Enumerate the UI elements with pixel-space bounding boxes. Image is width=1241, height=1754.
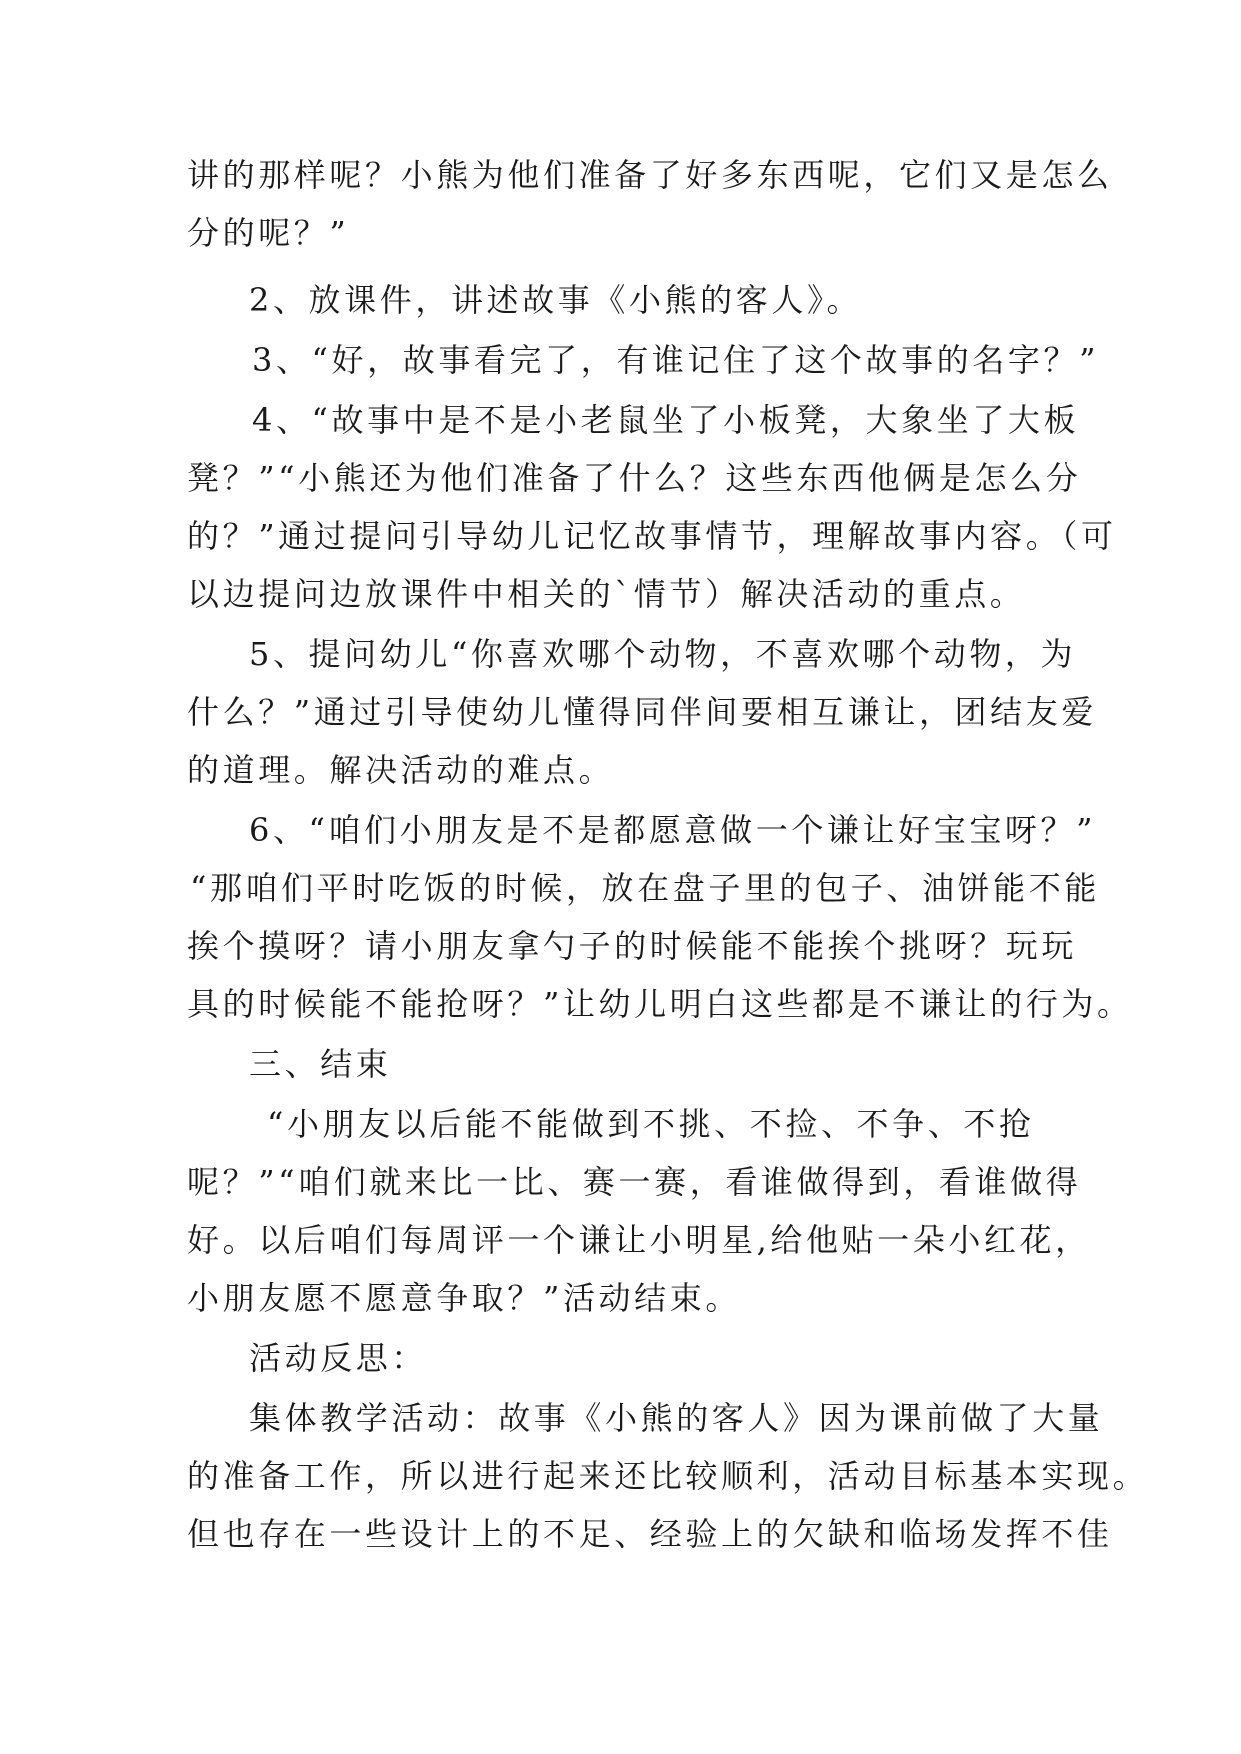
text-line-4: 3、“好，故事看完了，有谁记住了这个故事的名字？” — [252, 341, 1100, 379]
text-line-6: 凳？”“小熊还为他们准备了什么？这些东西他俩是怎么分 — [187, 459, 1082, 497]
text-line-19: 好。以后咱们每周评一个谦让小明星,给他贴一朵小红花， — [187, 1221, 1091, 1259]
text-line-14: 挨个摸呀？请小朋友拿勺子的时候能不能挨个挑呀？玩玩 — [187, 927, 1078, 965]
text-line-11: 的道理。解决活动的难点。 — [187, 751, 615, 789]
text-line-3: 2、放课件，讲述故事《小熊的客人》。 — [249, 281, 863, 319]
text-line-5: 4、“故事中是不是小老鼠坐了小板凳，大象坐了大板 — [252, 401, 1080, 439]
text-line-21: 活动反思： — [249, 1339, 428, 1377]
text-line-23: 的准备工作，所以进行起来还比较顺利，活动目标基本实现。 — [187, 1457, 1149, 1495]
text-line-22: 集体教学活动：故事《小熊的客人》因为课前做了大量 — [249, 1399, 1104, 1437]
text-line-8: 以边提问边放课件中相关的`情节）解决活动的重点。 — [187, 575, 1026, 613]
text-line-2: 分的呢？” — [187, 214, 350, 252]
text-line-10: 什么？”通过引导使幼儿懂得同伴间要相互谦让，团结友爱 — [187, 693, 1097, 731]
text-line-20: 小朋友愿不愿意争取？”活动结束。 — [187, 1279, 741, 1317]
text-line-16: 三、结束 — [249, 1045, 392, 1083]
text-line-9: 5、提问幼儿“你喜欢哪个动物，不喜欢哪个动物，为 — [249, 635, 1077, 673]
text-line-7: 的？”通过提问引导幼儿记忆故事情节，理解故事内容。（可 — [187, 517, 1117, 555]
text-line-1: 讲的那样呢？小熊为他们准备了好多东西呢，它们又是怎么 — [187, 156, 1113, 194]
text-line-15: 具的时候能不能抢呀？”让幼儿明白这些都是不谦让的行为。 — [187, 985, 1133, 1023]
text-line-17: “小朋友以后能不能做到不挑、不捡、不争、不抢 — [267, 1105, 1035, 1143]
text-line-24: 但也存在一些设计上的不足、经验上的欠缺和临场发挥不佳 — [187, 1515, 1113, 1553]
text-line-18: 呢？”“咱们就来比一比、赛一赛，看谁做得到，看谁做得 — [187, 1163, 1082, 1201]
text-line-12: 6、“咱们小朋友是不是都愿意做一个谦让好宝宝呀？” — [249, 811, 1097, 849]
text-line-13: “那咱们平时吃饭的时候，放在盘子里的包子、油饼能不能 — [190, 869, 1100, 907]
